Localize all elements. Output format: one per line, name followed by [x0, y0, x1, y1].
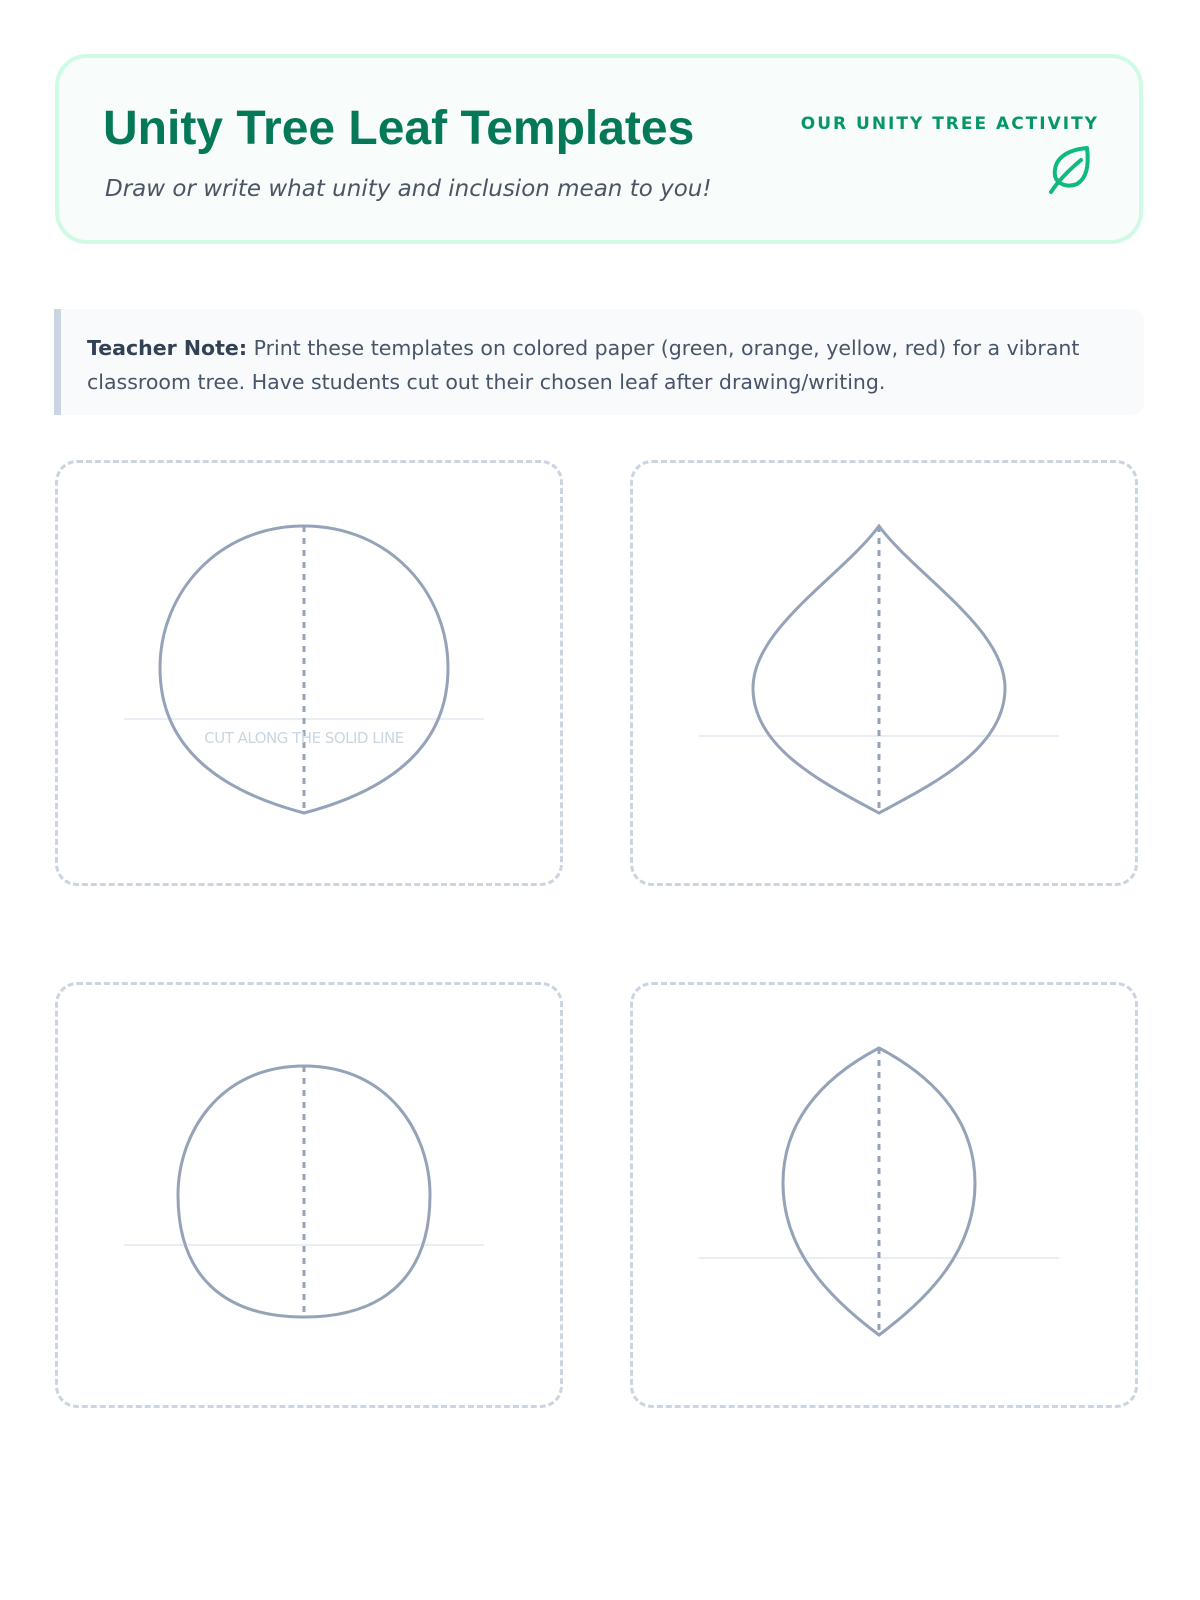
- round-leaf-outline: [58, 985, 560, 1405]
- leaf-icon: [1043, 144, 1097, 198]
- teacher-note-label: Teacher Note:: [87, 336, 248, 360]
- teacher-note-text: Print these templates on colored paper (green, orange, yellow, red) for a vibrant classroom tree. Have students cut out their chosen leaf after drawing/writing.: [87, 336, 1080, 394]
- cut-instruction: CUT ALONG THE SOLID LINE: [204, 729, 404, 747]
- leaf-template-card: [630, 982, 1138, 1408]
- leaf-template-card: [55, 460, 563, 886]
- header-card: [55, 54, 1143, 244]
- leaf-template-card: [55, 982, 563, 1408]
- page-subtitle: Draw or write what unity and inclusion mean to you!: [105, 176, 712, 202]
- page-title: Unity Tree Leaf Templates: [103, 102, 695, 155]
- pointed-leaf-outline: [633, 463, 1135, 883]
- almond-leaf-outline: [633, 985, 1135, 1405]
- activity-label: OUR UNITY TREE ACTIVITY: [800, 114, 1099, 134]
- rounded-leaf-outline: [58, 463, 560, 883]
- teacher-note: [54, 309, 1144, 415]
- leaf-template-card: [630, 460, 1138, 886]
